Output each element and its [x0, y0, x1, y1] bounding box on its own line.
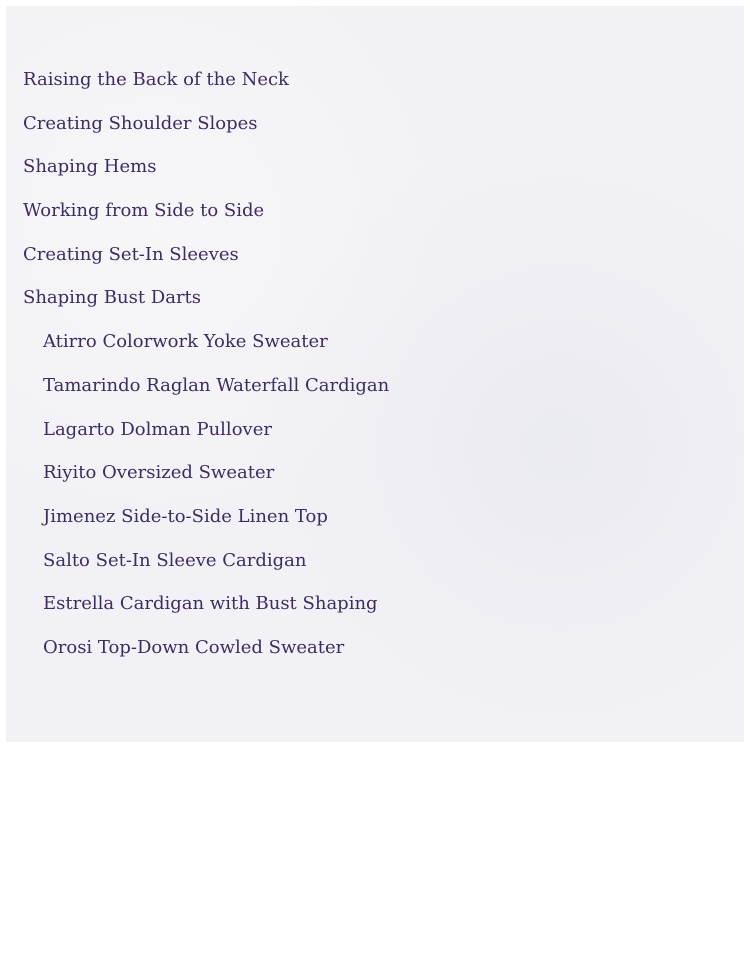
toc-item-shaping-bust-darts[interactable]: Shaping Bust Darts: [23, 287, 202, 309]
toc-item-riyito-oversized-sweater[interactable]: Riyito Oversized Sweater: [43, 462, 275, 484]
toc-item-creating-shoulder-slopes[interactable]: Creating Shoulder Slopes: [23, 112, 258, 134]
toc-item-salto-set-in-sleeve-cardigan[interactable]: Salto Set-In Sleeve Cardigan: [43, 549, 307, 571]
toc-item-creating-set-in-sleeves[interactable]: Creating Set-In Sleeves: [23, 243, 239, 265]
book-page: [6, 6, 744, 742]
toc-item-lagarto-dolman-pullover[interactable]: Lagarto Dolman Pullover: [43, 418, 272, 440]
toc-item-tamarindo-raglan-waterfall-cardigan[interactable]: Tamarindo Raglan Waterfall Cardigan: [43, 374, 390, 396]
toc-item-raising-back-of-neck[interactable]: Raising the Back of the Neck: [23, 69, 289, 90]
table-of-contents: [23, 69, 389, 681]
toc-item-jimenez-side-to-side-linen-top[interactable]: Jimenez Side-to-Side Linen Top: [43, 505, 328, 527]
toc-item-orosi-top-down-cowled-sweater[interactable]: Orosi Top-Down Cowled Sweater: [43, 636, 345, 658]
toc-item-working-side-to-side[interactable]: Working from Side to Side: [23, 200, 265, 222]
toc-item-atirro-colorwork-yoke-sweater[interactable]: Atirro Colorwork Yoke Sweater: [43, 331, 328, 353]
toc-item-shaping-hems[interactable]: Shaping Hems: [23, 156, 157, 178]
toc-item-estrella-cardigan-bust-shaping[interactable]: Estrella Cardigan with Bust Shaping: [43, 593, 378, 615]
